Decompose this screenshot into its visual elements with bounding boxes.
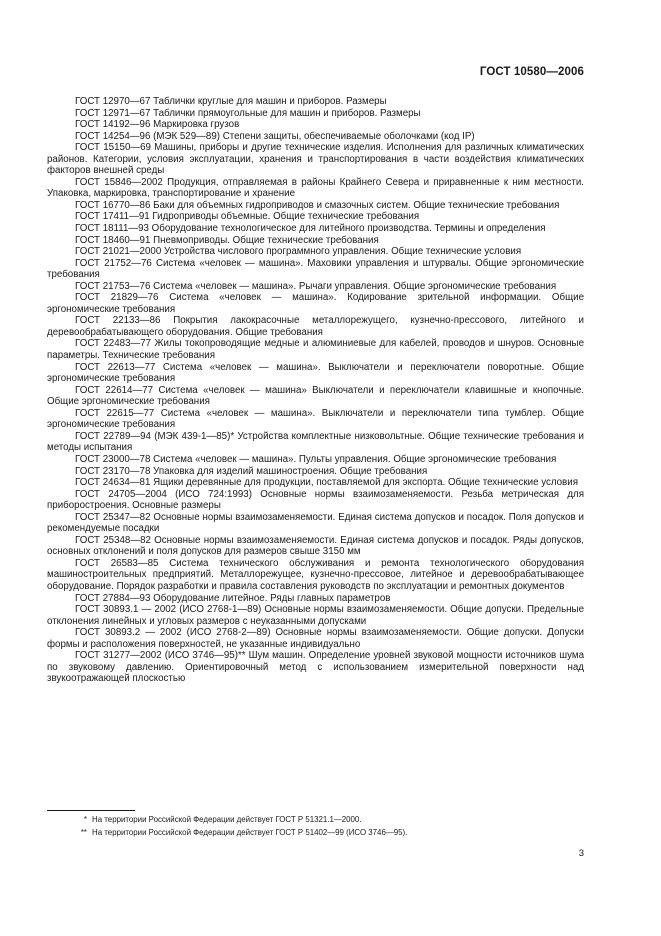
reference-entry: ГОСТ 25348—82 Основные нормы взаимозаменяемости. Единая система допусков и посадок. Ряды допусков, основных отклонений и поля допусков для размеров свыше 3150 мм	[47, 534, 584, 558]
reference-entry: ГОСТ 31277—2002 (ИСО 3746—95)** Шум машин. Определение уровней звуковой мощности источников шума по звуковому давлению. Ориентировочный метод с использованием измерительной поверхности над звукоотражающей плоскостью	[47, 650, 584, 685]
footnote	[47, 814, 584, 827]
page-number: 3	[578, 848, 584, 859]
reference-entry: ГОСТ 12970—67 Таблички круглые для машин и приборов. Размеры	[75, 96, 387, 107]
reference-entry: ГОСТ 22789—94 (МЭК 439-1—85)* Устройства комплектные низковольтные. Общие технические требования и методы испытания	[47, 430, 584, 454]
reference-entry: ГОСТ 21752—76 Система «человек — машина». Маховики управления и штурвалы. Общие эргономические требования	[47, 257, 584, 281]
reference-entry: ГОСТ 12971—67 Таблички прямоугольные для машин и приборов. Размеры	[75, 107, 421, 119]
reference-entry: ГОСТ 22483—77 Жилы токопроводящие медные и алюминиевые для кабелей, проводов и шнуров. Основные параметры. Технические требования	[47, 338, 584, 362]
reference-entry: ГОСТ 30893.2 — 2002 (ИСО 2768-2—89) Основные нормы взаимозаменяемости. Общие допуски. Допуски формы и расположения поверхностей, не указанные индивидуально	[47, 627, 584, 650]
reference-entry: ГОСТ 18460—91 Пневмоприводы. Общие технические требования	[75, 234, 379, 246]
reference-entry: ГОСТ 21753—76 Система «человек — машина». Рычаги управления. Общие эргономические требования	[75, 280, 557, 292]
reference-entry: ГОСТ 30893.1 — 2002 (ИСО 2768-1—89) Основные нормы взаимозаменяемости. Общие допуски. Предельные отклонения линейных и угловых размеров с неуказанными допусками	[47, 604, 584, 627]
reference-entry: ГОСТ 16770—86 Баки для объемных гидроприводов и смазочных систем. Общие технические требования	[75, 199, 560, 211]
reference-entry: ГОСТ 17411—91 Гидроприводы объемные. Общие технические требования	[75, 211, 420, 223]
reference-entry: ГОСТ 15150—69 Машины, приборы и другие технические изделия. Исполнения для различных климатических районов. Категории, условия эксплуатации, хранения и транспортирования в части воздействия климатических факторов внешней среды	[47, 142, 584, 177]
reference-entry: ГОСТ 14192—96 Маркировка грузов	[75, 119, 240, 131]
reference-entry: ГОСТ 25347—82 Основные нормы взаимозаменяемости. Единая система допусков и посадок. Поля допусков и рекомендуемые посадки	[47, 511, 584, 535]
footnote-mark: *	[83, 815, 87, 824]
normative-references-list	[47, 96, 584, 685]
reference-entry: ГОСТ 24634—81 Ящики деревянные для продукции, поставляемой для экспорта. Общие технические условия	[75, 477, 578, 489]
reference-entry: ГОСТ 21829—76 Система «человек — машина». Кодирование зрительной информации. Общие эргономические требования	[47, 292, 584, 315]
reference-entry: ГОСТ 26583—85 Система технического обслуживания и ремонта технологического оборудования машиностроительных предприятий. Металлорежущее, кузнечно-прессовое, литейное и деревообрабатывающее оборудование. Порядок разработки и правила составления руководств по эксплуатации и ремонтных документов	[47, 557, 584, 592]
footnote	[47, 827, 584, 840]
reference-entry: ГОСТ 23000—78 Система «человек — машина». Пульты управления. Общие эргономические требования	[75, 453, 557, 465]
reference-entry: ГОСТ 22613—77 Система «человек — машина». Выключатели и переключатели поворотные. Общие эргономические требования	[47, 361, 584, 385]
reference-entry: ГОСТ 14254—96 (МЭК 529—89) Степени защиты, обеспечиваемые оболочками (код IP)	[75, 130, 475, 142]
page-header-standard: ГОСТ 10580—2006	[479, 66, 584, 78]
footnotes	[47, 814, 584, 839]
reference-entry: ГОСТ 18111—93 Оборудование технологическое для литейного производства. Термины и определения	[75, 223, 546, 235]
footnote-text: На территории Российской Федерации действует ГОСТ Р 51321.1—2000.	[92, 815, 362, 824]
reference-entry: ГОСТ 22133—86 Покрытия лакокрасочные металлорежущего, кузнечно-прессового, литейного и деревообрабатывающего оборудования. Общие требования	[47, 315, 584, 338]
reference-entry: ГОСТ 23170—78 Упаковка для изделий машиностроения. Общие требования	[75, 465, 428, 477]
reference-entry: ГОСТ 22615—77 Система «человек — машина». Выключатели и переключатели типа тумблер. Общие эргономические требования	[47, 407, 584, 431]
reference-entry: ГОСТ 15846—2002 Продукция, отправляемая в районы Крайнего Севера и приравненные к ним местности. Упаковка, маркировка, транспортирование и хранение	[47, 176, 584, 200]
footnote-separator	[47, 810, 135, 811]
reference-entry: ГОСТ 27884—93 Оборудование литейное. Ряды главных параметров	[75, 592, 391, 604]
reference-entry: ГОСТ 21021—2000 Устройства числового программного управления. Общие технические условия	[75, 246, 522, 258]
reference-entry: ГОСТ 22614—77 Система «человек — машина» Выключатели и переключатели клавишные и кнопочные. Общие эргономические требования	[47, 384, 584, 408]
footnote-mark: **	[80, 827, 87, 837]
reference-entry: ГОСТ 24705—2004 (ИСО 724:1993) Основные нормы взаимозаменяемости. Резьба метрическая для приборостроения. Основные размеры	[47, 488, 584, 512]
footnote-text: На территории Российской Федерации действует ГОСТ Р 51402—99 (ИСО 3746—95).	[92, 827, 408, 837]
